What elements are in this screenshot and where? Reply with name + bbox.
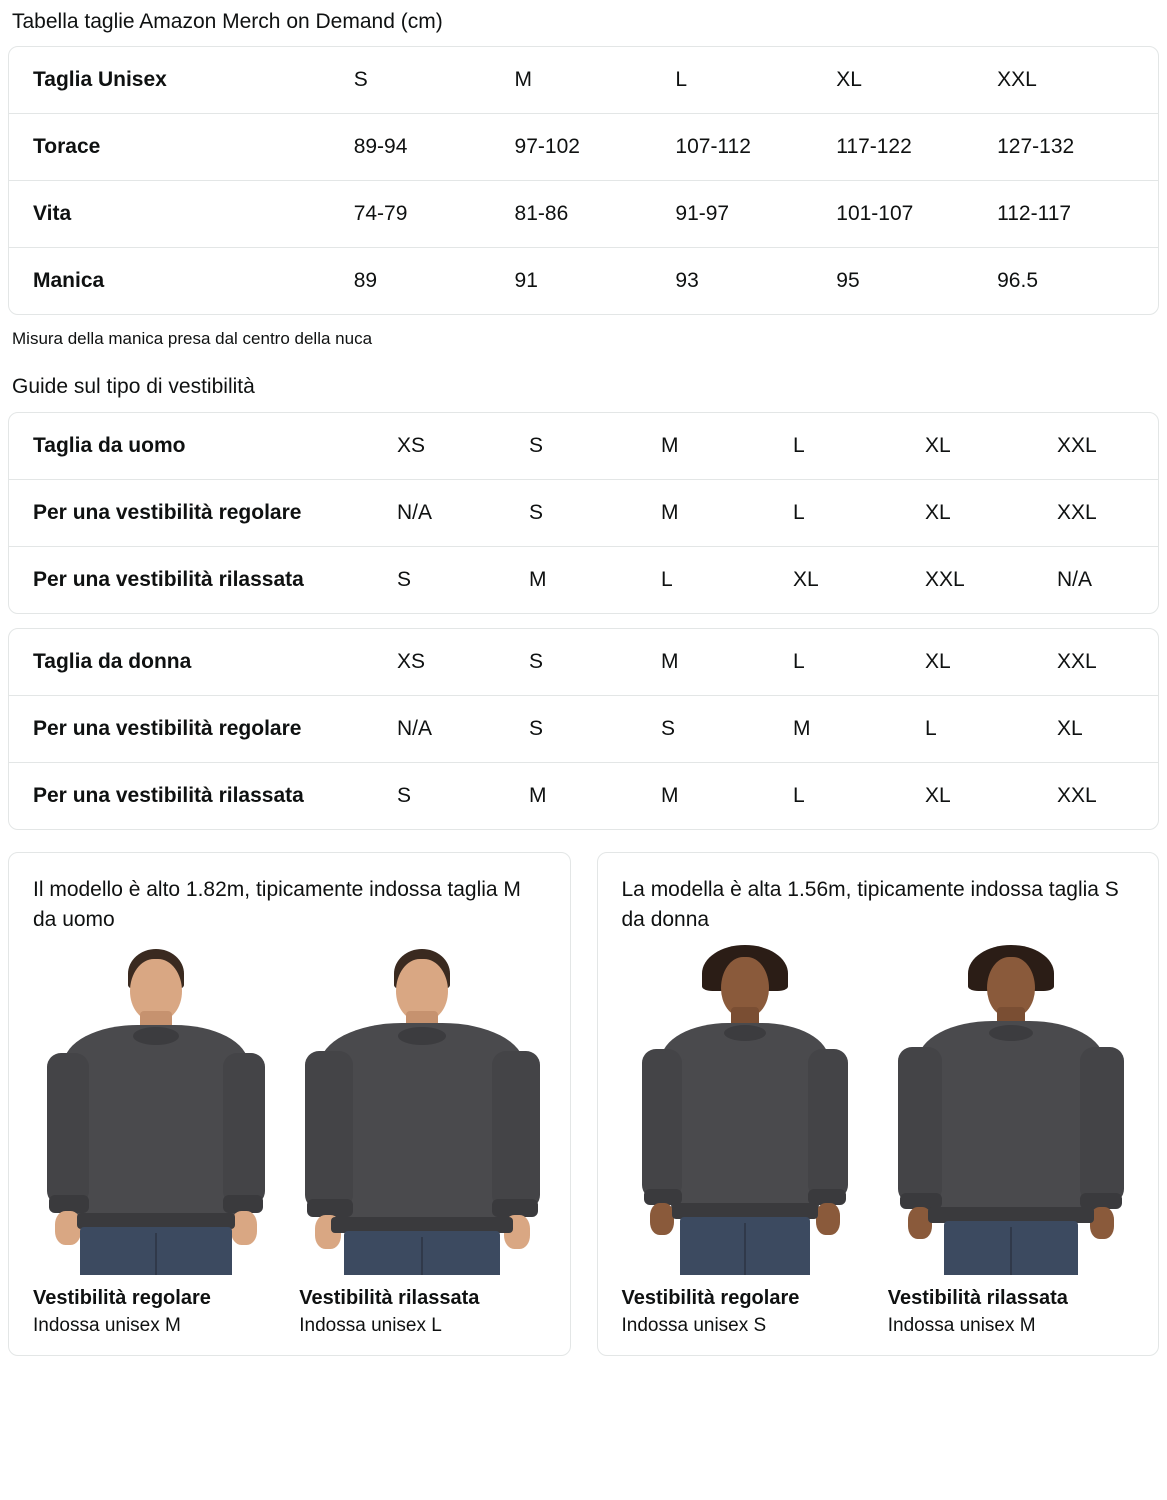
row-label-men-relaxed: Per una vestibilità rilassata xyxy=(9,547,397,614)
column-header-men-xxl: XXL xyxy=(1057,434,1097,457)
cell-torace-l: 107-112 xyxy=(675,114,836,181)
table-row xyxy=(9,763,1159,830)
female-relaxed-fit-label: Vestibilità rilassata xyxy=(887,1287,1068,1309)
cell-manica-xxl: 96.5 xyxy=(997,248,1158,315)
cell-women-relaxed-6: XXL xyxy=(1057,763,1159,830)
cell-women-regular-3: S xyxy=(661,696,793,763)
column-header-l: L xyxy=(675,68,688,91)
column-header-men-s: S xyxy=(529,434,544,457)
column-header-xl: XL xyxy=(836,68,862,91)
cell-men-regular-3: M xyxy=(661,480,793,547)
cell-torace-m: 97-102 xyxy=(515,114,676,181)
male-relaxed-fit-label: Vestibilità rilassata xyxy=(299,1287,480,1309)
male-regular-fit-sub: Indossa unisex M xyxy=(33,1315,181,1336)
cell-torace-s: 89-94 xyxy=(354,114,515,181)
column-header-men-xs: XS xyxy=(397,434,426,457)
female-model-card xyxy=(597,852,1160,1356)
cell-manica-l: 93 xyxy=(675,248,836,315)
column-header-women-xxl: XXL xyxy=(1057,650,1097,673)
male-regular-fit-image xyxy=(33,945,279,1275)
cell-manica-xl: 95 xyxy=(836,248,997,315)
row-label-women-relaxed: Per una vestibilità rilassata xyxy=(9,763,397,830)
men-fit-table-card xyxy=(8,412,1159,614)
cell-women-relaxed-4: L xyxy=(793,763,925,830)
column-header-women-xs: XS xyxy=(397,650,426,673)
cell-women-relaxed-1: S xyxy=(397,763,529,830)
column-header-men-m: M xyxy=(661,434,679,457)
table-row xyxy=(9,114,1158,181)
cell-women-regular-4: M xyxy=(793,696,925,763)
female-relaxed-fit-figure xyxy=(888,945,1134,1339)
unisex-size-table-card xyxy=(8,46,1159,315)
male-model-card xyxy=(8,852,571,1356)
row-label-manica: Manica xyxy=(9,248,354,315)
male-regular-fit-label: Vestibilità regolare xyxy=(33,1287,211,1309)
cell-women-regular-5: L xyxy=(925,696,1057,763)
cell-vita-s: 74-79 xyxy=(354,181,515,248)
sleeve-measurement-note: Misura della manica presa dal centro della nuca xyxy=(12,329,373,348)
cell-men-regular-5: XL xyxy=(925,480,1057,547)
cell-vita-xl: 101-107 xyxy=(836,181,997,248)
cell-torace-xl: 117-122 xyxy=(836,114,997,181)
column-header-women-l: L xyxy=(793,650,805,673)
row-label-torace: Torace xyxy=(9,114,354,181)
male-regular-fit-figure xyxy=(33,945,279,1339)
cell-men-regular-2: S xyxy=(529,480,661,547)
column-header-size: Taglia Unisex xyxy=(33,68,167,91)
table-header-row xyxy=(9,413,1159,480)
cell-men-relaxed-2: M xyxy=(529,547,661,614)
male-relaxed-fit-image xyxy=(299,945,545,1275)
page-title: Tabella taglie Amazon Merch on Demand (cm) xyxy=(12,10,443,33)
table-row xyxy=(9,181,1158,248)
column-header-men-l: L xyxy=(793,434,805,457)
male-relaxed-fit-figure xyxy=(299,945,545,1339)
female-regular-fit-sub: Indossa unisex S xyxy=(621,1315,767,1336)
row-label-women-regular: Per una vestibilità regolare xyxy=(9,696,397,763)
cell-women-regular-6: XL xyxy=(1057,696,1159,763)
cell-men-relaxed-1: S xyxy=(397,547,529,614)
row-label-men-regular: Per una vestibilità regolare xyxy=(9,480,397,547)
cell-vita-l: 91-97 xyxy=(675,181,836,248)
column-header-women-xl: XL xyxy=(925,650,951,673)
table-row xyxy=(9,547,1159,614)
table-header-row xyxy=(9,47,1158,114)
cell-torace-xxl: 127-132 xyxy=(997,114,1158,181)
cell-men-relaxed-5: XXL xyxy=(925,547,1057,614)
column-header-women-s: S xyxy=(529,650,544,673)
cell-men-relaxed-4: XL xyxy=(793,547,925,614)
male-figures xyxy=(33,945,546,1339)
cell-men-regular-1: N/A xyxy=(397,480,529,547)
cell-women-relaxed-2: M xyxy=(529,763,661,830)
female-regular-fit-label: Vestibilità regolare xyxy=(621,1287,800,1309)
female-relaxed-fit-sub: Indossa unisex M xyxy=(887,1315,1036,1336)
cell-women-regular-2: S xyxy=(529,696,661,763)
cell-vita-xxl: 112-117 xyxy=(997,181,1158,248)
cell-women-relaxed-5: XL xyxy=(925,763,1057,830)
female-regular-fit-image xyxy=(622,945,868,1275)
table-header-row xyxy=(9,629,1159,696)
female-model-caption: La modella è alta 1.56m, tipicamente indossa taglia S da donna xyxy=(621,878,1119,931)
column-header-s: S xyxy=(353,68,368,91)
cell-vita-m: 81-86 xyxy=(515,181,676,248)
female-figures xyxy=(622,945,1135,1339)
cell-manica-m: 91 xyxy=(515,248,676,315)
table-row xyxy=(9,480,1159,547)
model-cards-row xyxy=(8,852,1159,1356)
male-relaxed-fit-sub: Indossa unisex L xyxy=(299,1315,442,1336)
cell-men-relaxed-6: N/A xyxy=(1057,547,1159,614)
cell-men-regular-4: L xyxy=(793,480,925,547)
table-row xyxy=(9,248,1158,315)
cell-manica-s: 89 xyxy=(354,248,515,315)
cell-men-regular-6: XXL xyxy=(1057,480,1159,547)
column-header-women-m: M xyxy=(661,650,679,673)
cell-women-relaxed-3: M xyxy=(661,763,793,830)
column-header-men-xl: XL xyxy=(925,434,951,457)
fit-guides-heading: Guide sul tipo di vestibilità xyxy=(12,375,255,398)
table-row xyxy=(9,696,1159,763)
spacer xyxy=(8,614,1159,628)
column-header-m: M xyxy=(514,68,533,91)
cell-women-regular-1: N/A xyxy=(397,696,529,763)
male-model-caption: Il modello è alto 1.82m, tipicamente indossa taglia M da uomo xyxy=(33,878,521,931)
women-fit-table-card xyxy=(8,628,1159,830)
column-header-xxl: XXL xyxy=(997,68,1037,91)
column-header-women-size: Taglia da donna xyxy=(33,650,192,673)
men-fit-table xyxy=(9,413,1159,613)
cell-men-relaxed-3: L xyxy=(661,547,793,614)
row-label-vita: Vita xyxy=(9,181,354,248)
female-regular-fit-figure xyxy=(622,945,868,1339)
female-relaxed-fit-image xyxy=(888,945,1134,1275)
unisex-size-table xyxy=(9,47,1158,314)
column-header-men-size: Taglia da uomo xyxy=(33,434,186,457)
women-fit-table xyxy=(9,629,1159,829)
